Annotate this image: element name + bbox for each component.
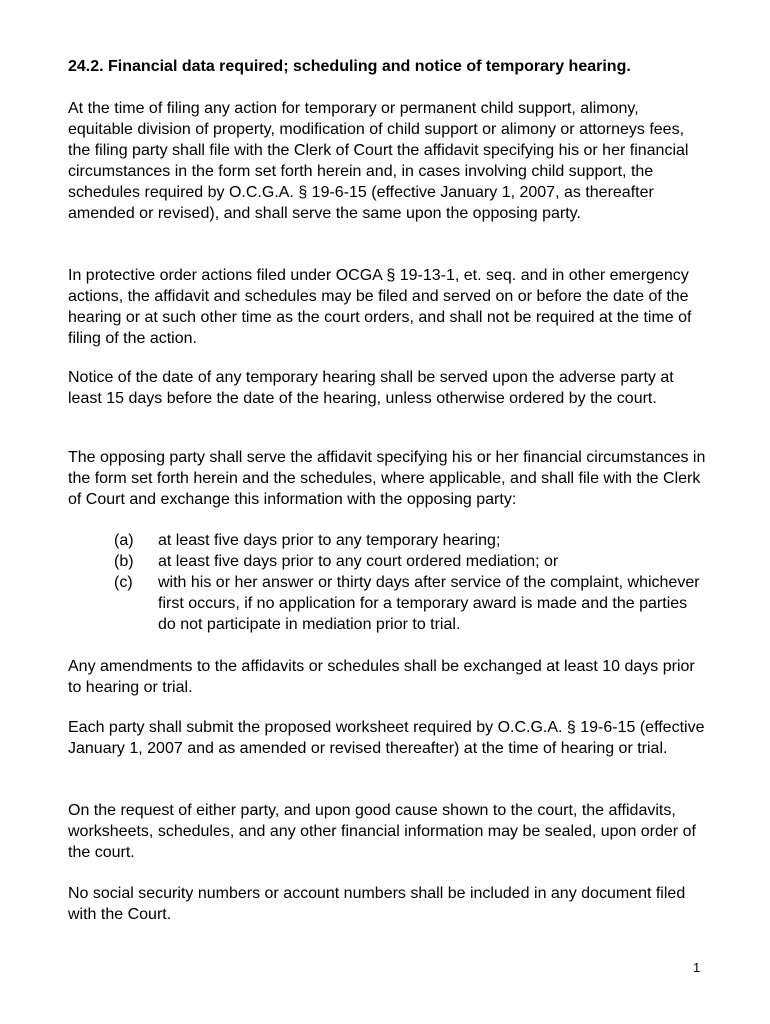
paragraph-protective-order: In protective order actions filed under OCGA § 19-13-1, et. seq. and in other emergency actions, the affidavit and schedules may be filed and served on or before the date of the hearing or at such other time as the court orders, and shall not be required at the time of filing of the action. [68, 267, 692, 347]
list-marker: (a) [114, 532, 134, 549]
section-heading: 24.2. Financial data required; scheduling and notice of temporary hearing. [68, 58, 631, 75]
list-item [68, 551, 708, 572]
paragraph-amendments: Any amendments to the affidavits or schedules shall be exchanged at least 10 days prior to hearing or trial. [68, 658, 695, 696]
paragraph-notice-of-hearing: Notice of the date of any temporary hearing shall be served upon the adverse party at least 15 days before the date of the hearing, unless otherwise ordered by the court. [68, 369, 674, 407]
list-item [68, 530, 708, 551]
list-text: at least five days prior to any temporary hearing; [158, 532, 501, 549]
list-marker: (b) [114, 553, 134, 570]
paragraph-opposing-party: The opposing party shall serve the affidavit specifying his or her financial circumstances in the form set forth herein and the schedules, where applicable, and shall file with the Clerk of Court and exchange this information with the opposing party: [68, 449, 706, 508]
timing-list [68, 530, 708, 635]
list-item [68, 572, 708, 635]
paragraph-filing-requirement: At the time of filing any action for temporary or permanent child support, alimony, equitable division of property, modification of child support or alimony or attorneys fees, the filing party shall file with the Clerk of Court the affidavit specifying his or her financial circumstances in the form set forth herein and, in cases involving child support, the schedules required by O.C.G.A. § 19-6-15 (effective January 1, 2007, as thereafter amended or revised), and shall serve the same upon the opposing party. [68, 100, 689, 222]
paragraph-worksheet: Each party shall submit the proposed worksheet required by O.C.G.A. § 19-6-15 (effective January 1, 2007 and as amended or revised thereafter) at the time of hearing or trial. [68, 719, 705, 757]
list-marker: (c) [114, 574, 133, 591]
page-number: 1 [693, 960, 701, 975]
list-text: with his or her answer or thirty days after service of the complaint, whichever first occurs, if no application for a temporary award is made and the parties do not participate in mediation prior to trial. [158, 574, 700, 633]
paragraph-privacy: No social security numbers or account numbers shall be included in any document filed with the Court. [68, 885, 686, 923]
paragraph-sealing: On the request of either party, and upon good cause shown to the court, the affidavits, worksheets, schedules, and any other financial information may be sealed, upon order of the court. [68, 802, 696, 861]
list-text: at least five days prior to any court ordered mediation; or [158, 553, 559, 570]
